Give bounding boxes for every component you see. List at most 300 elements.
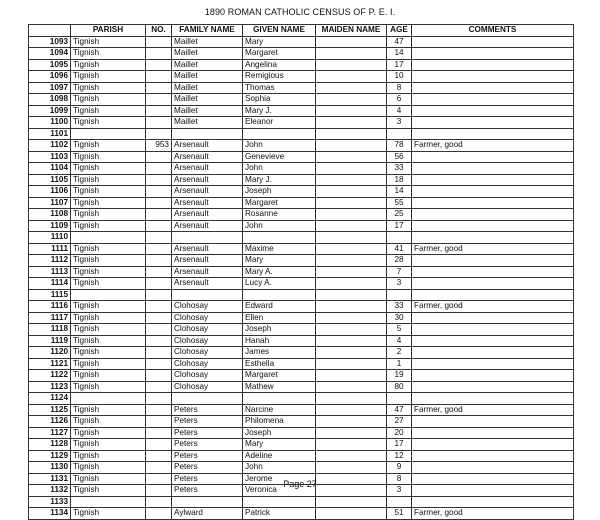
census-body [29,36,574,519]
no-cell [146,289,172,301]
row-number: 1131 [29,473,71,485]
maiden-name-cell [316,94,387,106]
age-cell: 2 [387,347,412,359]
family-name-cell [172,289,243,301]
given-name-cell: Margaret [243,197,316,209]
table-row [29,174,574,186]
no-cell [146,358,172,370]
parish-cell: Tignish [71,151,146,163]
comments-cell [412,347,574,359]
family-name-cell: Maillet [172,71,243,83]
comments-cell [412,59,574,71]
table-row [29,163,574,175]
table-row [29,347,574,359]
table-row [29,324,574,336]
maiden-name-cell [316,370,387,382]
table-row [29,301,574,313]
comments-cell [412,186,574,198]
comments-cell [412,450,574,462]
age-cell: 14 [387,48,412,60]
comments-cell [412,94,574,106]
row-number: 1109 [29,220,71,232]
no-cell [146,427,172,439]
no-cell [146,94,172,106]
family-name-cell [172,393,243,405]
given-name-cell: Mary A. [243,266,316,278]
family-name-cell: Arsenault [172,140,243,152]
comments-cell [412,381,574,393]
comments-cell [412,105,574,117]
age-cell: 25 [387,209,412,221]
age-cell: 4 [387,335,412,347]
parish-cell: Tignish [71,36,146,48]
row-number: 1111 [29,243,71,255]
maiden-name-cell [316,266,387,278]
given-name-cell: Mary [243,439,316,451]
row-number: 1134 [29,508,71,520]
family-name-cell: Maillet [172,94,243,106]
parish-cell: Tignish [71,404,146,416]
given-name-cell: Mary J. [243,105,316,117]
parish-cell [71,128,146,140]
family-name-cell: Arsenault [172,209,243,221]
given-name-cell: Ellen [243,312,316,324]
given-name-cell: John [243,220,316,232]
no-cell [146,71,172,83]
comments-cell [412,266,574,278]
given-name-cell: Sophia [243,94,316,106]
table-row [29,59,574,71]
census-table [28,24,574,520]
maiden-name-cell [316,163,387,175]
given-name-cell: Patrick [243,508,316,520]
table-row [29,381,574,393]
row-number: 1117 [29,312,71,324]
table-row [29,151,574,163]
age-cell [387,393,412,405]
age-cell: 27 [387,416,412,428]
given-name-cell: Mary [243,36,316,48]
row-number: 1119 [29,335,71,347]
maiden-name-cell [316,128,387,140]
row-number: 1126 [29,416,71,428]
family-name-cell: Clohosay [172,370,243,382]
header-row [29,25,574,37]
comments-cell [412,335,574,347]
comments-cell [412,278,574,290]
age-cell: 20 [387,427,412,439]
row-number: 1096 [29,71,71,83]
comments-cell [412,163,574,175]
family-name-cell: Arsenault [172,186,243,198]
comments-cell [412,209,574,221]
row-number: 1103 [29,151,71,163]
parish-cell: Tignish [71,220,146,232]
row-number: 1106 [29,186,71,198]
given-name-cell: Rosanne [243,209,316,221]
age-cell: 3 [387,117,412,129]
parish-cell: Tignish [71,94,146,106]
given-name-cell: Edward [243,301,316,313]
table-row [29,439,574,451]
no-cell [146,59,172,71]
comments-cell [412,117,574,129]
maiden-name-cell [316,347,387,359]
table-row [29,140,574,152]
age-cell: 33 [387,163,412,175]
age-cell: 30 [387,312,412,324]
maiden-name-cell [316,450,387,462]
parish-cell: Tignish [71,370,146,382]
maiden-name-cell [316,381,387,393]
age-cell: 80 [387,381,412,393]
header-row-number [29,25,71,37]
family-name-cell: Peters [172,473,243,485]
parish-cell: Tignish [71,439,146,451]
parish-cell: Tignish [71,347,146,359]
family-name-cell: Maillet [172,59,243,71]
row-number: 1128 [29,439,71,451]
maiden-name-cell [316,117,387,129]
no-cell [146,105,172,117]
row-number: 1122 [29,370,71,382]
age-cell: 9 [387,462,412,474]
row-number: 1116 [29,301,71,313]
row-number: 1093 [29,36,71,48]
family-name-cell: Clohosay [172,335,243,347]
maiden-name-cell [316,174,387,186]
family-name-cell [172,128,243,140]
table-row [29,416,574,428]
parish-cell: Tignish [71,324,146,336]
family-name-cell: Arsenault [172,197,243,209]
header-maiden-name: MAIDEN NAME [316,25,387,37]
parish-cell: Tignish [71,82,146,94]
given-name-cell: Joseph [243,186,316,198]
given-name-cell: Lucy A. [243,278,316,290]
maiden-name-cell [316,393,387,405]
family-name-cell: Maillet [172,36,243,48]
parish-cell: Tignish [71,163,146,175]
table-row [29,393,574,405]
no-cell [146,243,172,255]
no-cell: 953 [146,140,172,152]
age-cell [387,232,412,244]
maiden-name-cell [316,462,387,474]
row-number: 1125 [29,404,71,416]
maiden-name-cell [316,416,387,428]
maiden-name-cell [316,186,387,198]
parish-cell: Tignish [71,105,146,117]
maiden-name-cell [316,243,387,255]
age-cell: 33 [387,301,412,313]
no-cell [146,82,172,94]
given-name-cell: Margaret [243,370,316,382]
family-name-cell: Aylward [172,508,243,520]
comments-cell [412,151,574,163]
header-family-name: FAMILY NAME [172,25,243,37]
table-row [29,404,574,416]
parish-cell: Tignish [71,358,146,370]
family-name-cell: Peters [172,427,243,439]
table-row [29,48,574,60]
parish-cell: Tignish [71,266,146,278]
no-cell [146,48,172,60]
given-name-cell: John [243,462,316,474]
no-cell [146,335,172,347]
given-name-cell [243,393,316,405]
comments-cell [412,255,574,267]
maiden-name-cell [316,197,387,209]
maiden-name-cell [316,82,387,94]
no-cell [146,393,172,405]
row-number: 1124 [29,393,71,405]
comments-cell [412,439,574,451]
row-number: 1108 [29,209,71,221]
no-cell [146,312,172,324]
no-cell [146,255,172,267]
parish-cell: Tignish [71,473,146,485]
family-name-cell: Maillet [172,48,243,60]
no-cell [146,174,172,186]
row-number: 1098 [29,94,71,106]
given-name-cell: James [243,347,316,359]
comments-cell: Farmer, good [412,508,574,520]
given-name-cell [243,128,316,140]
table-row [29,197,574,209]
row-number: 1121 [29,358,71,370]
parish-cell: Tignish [71,508,146,520]
given-name-cell: Veronica [243,485,316,497]
no-cell [146,220,172,232]
age-cell: 17 [387,439,412,451]
maiden-name-cell [316,220,387,232]
header-given-name: GIVEN NAME [243,25,316,37]
table-row [29,105,574,117]
age-cell: 19 [387,370,412,382]
age-cell: 4 [387,105,412,117]
maiden-name-cell [316,105,387,117]
parish-cell: Tignish [71,462,146,474]
no-cell [146,151,172,163]
no-cell [146,450,172,462]
comments-cell [412,462,574,474]
table-row [29,232,574,244]
comments-cell [412,82,574,94]
age-cell: 55 [387,197,412,209]
table-row [29,278,574,290]
age-cell: 17 [387,220,412,232]
maiden-name-cell [316,59,387,71]
table-row [29,128,574,140]
no-cell [146,416,172,428]
age-cell: 8 [387,473,412,485]
given-name-cell: Maxime [243,243,316,255]
page-title: 1890 ROMAN CATHOLIC CENSUS OF P. E. I. [204,7,396,17]
comments-cell [412,174,574,186]
comments-cell: Farmer, good [412,140,574,152]
row-number: 1097 [29,82,71,94]
row-number: 1113 [29,266,71,278]
parish-cell: Tignish [71,243,146,255]
row-number: 1112 [29,255,71,267]
age-cell: 47 [387,404,412,416]
family-name-cell: Arsenault [172,174,243,186]
age-cell: 3 [387,278,412,290]
parish-cell: Tignish [71,381,146,393]
parish-cell: Tignish [71,335,146,347]
age-cell: 41 [387,243,412,255]
no-cell [146,128,172,140]
header-parish: PARISH [71,25,146,37]
parish-cell: Tignish [71,174,146,186]
table-row [29,462,574,474]
parish-cell: Tignish [71,209,146,221]
age-cell: 10 [387,71,412,83]
age-cell: 5 [387,324,412,336]
family-name-cell: Peters [172,462,243,474]
maiden-name-cell [316,439,387,451]
given-name-cell: Eleanor [243,117,316,129]
comments-cell [412,324,574,336]
parish-cell: Tignish [71,59,146,71]
table-row [29,312,574,324]
maiden-name-cell [316,255,387,267]
maiden-name-cell [316,301,387,313]
maiden-name-cell [316,232,387,244]
family-name-cell: Clohosay [172,312,243,324]
header-no: NO. [146,25,172,37]
parish-cell: Tignish [71,48,146,60]
table-row [29,335,574,347]
age-cell: 17 [387,59,412,71]
family-name-cell: Arsenault [172,243,243,255]
table-row [29,71,574,83]
row-number: 1110 [29,232,71,244]
comments-cell [412,36,574,48]
parish-cell [71,393,146,405]
comments-cell: Farmer, good [412,243,574,255]
parish-cell: Tignish [71,450,146,462]
row-number: 1105 [29,174,71,186]
header-age: AGE [387,25,412,37]
given-name-cell [243,232,316,244]
family-name-cell: Peters [172,485,243,497]
age-cell: 78 [387,140,412,152]
no-cell [146,324,172,336]
given-name-cell: Angelina [243,59,316,71]
family-name-cell: Clohosay [172,301,243,313]
comments-cell [412,416,574,428]
table-row [29,427,574,439]
parish-cell: Tignish [71,485,146,497]
row-number: 1130 [29,462,71,474]
no-cell [146,232,172,244]
table-row [29,255,574,267]
parish-cell: Tignish [71,427,146,439]
no-cell [146,301,172,313]
given-name-cell [243,289,316,301]
age-cell: 7 [387,266,412,278]
age-cell [387,128,412,140]
given-name-cell: Mary [243,255,316,267]
family-name-cell: Arsenault [172,278,243,290]
given-name-cell: Esthella [243,358,316,370]
table-row [29,243,574,255]
age-cell [387,289,412,301]
row-number: 1127 [29,427,71,439]
given-name-cell: Adeline [243,450,316,462]
given-name-cell: John [243,163,316,175]
comments-cell [412,289,574,301]
given-name-cell: Mary J. [243,174,316,186]
parish-cell: Tignish [71,117,146,129]
given-name-cell: Philomena [243,416,316,428]
table-row [29,450,574,462]
comments-cell [412,197,574,209]
no-cell [146,381,172,393]
given-name-cell: Hanah [243,335,316,347]
no-cell [146,186,172,198]
given-name-cell: John [243,140,316,152]
comments-cell [412,220,574,232]
no-cell [146,370,172,382]
age-cell: 1 [387,358,412,370]
age-cell: 18 [387,174,412,186]
parish-cell [71,232,146,244]
age-cell: 47 [387,36,412,48]
family-name-cell: Peters [172,439,243,451]
age-cell: 14 [387,186,412,198]
row-number: 1100 [29,117,71,129]
comments-cell [412,312,574,324]
table-row [29,358,574,370]
no-cell [146,117,172,129]
age-cell: 3 [387,485,412,497]
row-number: 1102 [29,140,71,152]
family-name-cell [172,232,243,244]
table-row [29,117,574,129]
comments-cell [412,71,574,83]
age-cell: 51 [387,508,412,520]
no-cell [146,508,172,520]
maiden-name-cell [316,427,387,439]
comments-cell [412,370,574,382]
no-cell [146,278,172,290]
family-name-cell: Maillet [172,105,243,117]
comments-cell [412,358,574,370]
maiden-name-cell [316,289,387,301]
row-number: 1129 [29,450,71,462]
family-name-cell: Maillet [172,117,243,129]
maiden-name-cell [316,508,387,520]
parish-cell: Tignish [71,186,146,198]
parish-cell: Tignish [71,140,146,152]
row-number: 1099 [29,105,71,117]
row-number: 1132 [29,485,71,497]
table-row [29,220,574,232]
given-name-cell: Jerome [243,473,316,485]
row-number: 1118 [29,324,71,336]
given-name-cell: Margaret [243,48,316,60]
comments-cell: Farmer, good [412,404,574,416]
maiden-name-cell [316,404,387,416]
row-number: 1101 [29,128,71,140]
no-cell [146,439,172,451]
table-row [29,370,574,382]
comments-cell [412,48,574,60]
maiden-name-cell [316,312,387,324]
